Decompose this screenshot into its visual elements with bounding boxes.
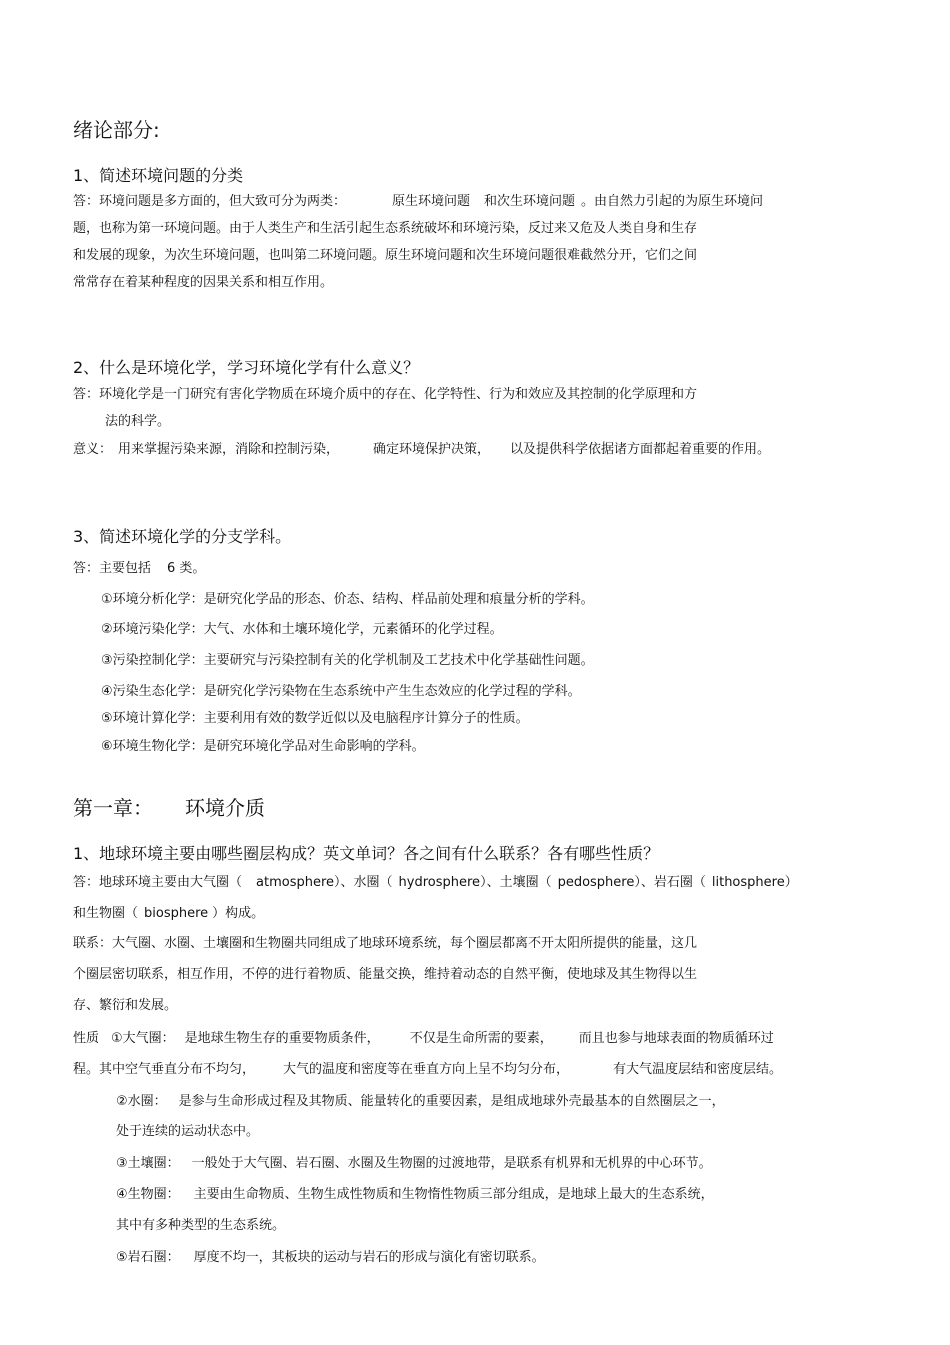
list-item: ③污染控制化学：主要研究与污染控制有关的化学机制及工艺技术中化学基础性问题。 [101, 653, 594, 668]
answer-line: 答：地球环境主要由大气圈（ atmosphere）、水圈（ hydrosphere）、土壤圈（ pedosphere）、岩石圈（ lithosphere） [73, 875, 798, 890]
meaning-line: 意义： 用来掌握污染来源，消除和控制污染， 确定环境保护决策， 以及提供科学依据诸方面都起着重要的作用。 [73, 442, 771, 457]
property-line: 处于连续的运动状态中。 [116, 1124, 260, 1139]
question-1-heading: 1、简述环境问题的分类 [73, 166, 244, 185]
answer-line: 和生物圈（ biosphere ）构成。 [73, 906, 265, 921]
answer-line: 答：环境化学是一门研究有害化学物质在环境介质中的存在、化学特性、行为和效应及其控制的化学原理和方 [73, 387, 698, 402]
relation-line: 联系：大气圈、水圈、土壤圈和生物圈共同组成了地球环境系统，每个圈层都离不开太阳所提供的能量，这几 [73, 936, 698, 951]
answer-line: 答：环境问题是多方面的，但大致可分为两类： 原生环境问题 和次生环境问题 。由自然力引起的为原生环境问 [73, 194, 764, 209]
answer-line: 答：主要包括 6 类。 [73, 561, 206, 576]
property-line: ②水圈： 是参与生命形成过程及其物质、能量转化的重要因素，是组成地球外壳最基本的自然圈层之一， [116, 1094, 725, 1109]
answer-line: 常常存在着某种程度的因果关系和相互作用。 [73, 275, 334, 290]
list-item: ①环境分析化学：是研究化学品的形态、价态、结构、样品前处理和痕量分析的学科。 [101, 592, 594, 607]
property-line: ③土壤圈： 一般处于大气圈、岩石圈、水圈及生物圈的过渡地带，是联系有机界和无机界的中心环节。 [116, 1156, 712, 1171]
answer-line: 法的科学。 [105, 414, 171, 429]
list-item: ②环境污染化学：大气、水体和土壤环境化学，元素循环的化学过程。 [101, 622, 503, 637]
question-3-heading: 3、简述环境化学的分支学科。 [73, 527, 292, 546]
list-item: ④污染生态化学：是研究化学污染物在生态系统中产生生态效应的化学过程的学科。 [101, 684, 581, 699]
answer-line: 和发展的现象，为次生环境问题，也叫第二环境问题。原生环境问题和次生环境问题很难截然分开，它们之间 [73, 248, 698, 263]
chapter1-question-1-heading: 1、地球环境主要由哪些圈层构成？英文单词？各之间有什么联系？各有哪些性质？ [73, 844, 660, 863]
property-line: 其中有多种类型的生态系统。 [116, 1218, 286, 1233]
answer-line: 题，也称为第一环境问题。由于人类生产和生活引起生态系统破坏和环境污染，反过来又危及人类自身和生存 [73, 221, 698, 236]
relation-line: 个圈层密切联系，相互作用，不停的进行着物质、能量交换，维持着动态的自然平衡，使地球及其生物得以生 [73, 967, 698, 982]
property-line: ⑤岩石圈： 厚度不均一，其板块的运动与岩石的形成与演化有密切联系。 [116, 1250, 545, 1265]
section-title-chapter1: 第一章： 环境介质 [73, 796, 265, 820]
list-item: ⑤环境计算化学：主要利用有效的数学近似以及电脑程序计算分子的性质。 [101, 711, 529, 726]
section-title-intro: 绪论部分: [73, 118, 160, 142]
property-line: 性质 ①大气圈： 是地球生物生存的重要物质条件， 不仅是生命所需的要素， 而且也参与地球表面的物质循环过 [73, 1031, 774, 1046]
relation-line: 存、繁衍和发展。 [73, 998, 178, 1013]
list-item: ⑥环境生物化学：是研究环境化学品对生命影响的学科。 [101, 739, 425, 754]
property-line: 程。其中空气垂直分布不均匀， 大气的温度和密度等在垂直方向上呈不均匀分布， 有大气温度层结和密度层结。 [73, 1062, 783, 1077]
property-line: ④生物圈： 主要由生命物质、生物生成性物质和生物惰性物质三部分组成，是地球上最大的生态系统， [116, 1187, 714, 1202]
question-2-heading: 2、什么是环境化学，学习环境化学有什么意义？ [73, 358, 420, 377]
